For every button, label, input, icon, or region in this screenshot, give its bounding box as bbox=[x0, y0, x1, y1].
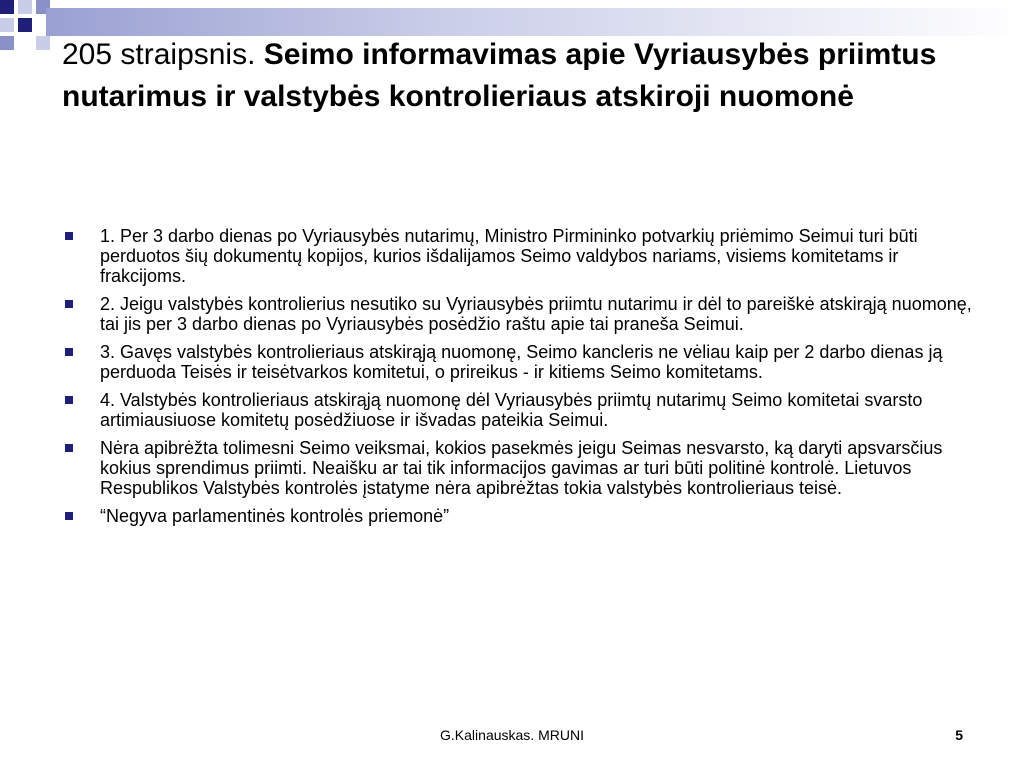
bullet-list bbox=[62, 226, 972, 534]
square-bullet-icon bbox=[65, 396, 73, 404]
list-item bbox=[62, 226, 972, 286]
list-item bbox=[62, 438, 972, 498]
list-item-text: “Negyva parlamentinės kontrolės priemonė” bbox=[100, 506, 450, 526]
deco-square bbox=[0, 0, 14, 14]
list-item-text: 1. Per 3 darbo dienas po Vyriausybės nutarimų, Ministro Pirmininko potvarkių priėmimo Seimui turi būti perduotos šių dokumentų kopijos, kurios išdalijamos Seimo valdybos nariams, visiems komitetams ir frakcijoms. bbox=[100, 226, 918, 286]
square-bullet-icon bbox=[65, 348, 73, 356]
slide-footer bbox=[0, 727, 1024, 747]
list-item-text: 3. Gavęs valstybės kontrolieriaus atskirąją nuomonę, Seimo kancleris ne vėliau kaip per 2 darbo dienas ją perduoda Teisės ir teisėtvarkos komitetui, o prireikus - ir kitiems Seimo komitetams. bbox=[100, 342, 943, 382]
square-bullet-icon bbox=[65, 232, 73, 240]
list-item bbox=[62, 506, 972, 526]
header-gradient-bar bbox=[46, 8, 1024, 36]
list-item bbox=[62, 342, 972, 382]
square-bullet-icon bbox=[65, 444, 73, 452]
title-bold: Seimo informavimas apie Vyriausybės priimtus nutarimus ir valstybės kontrolieriaus atskiroji nuomonė bbox=[62, 38, 937, 113]
deco-square bbox=[18, 0, 32, 14]
footer-author: G.Kalinauskas. MRUNI bbox=[440, 727, 584, 743]
list-item-text: 4. Valstybės kontrolieriaus atskirąją nuomonę dėl Vyriausybės priimtų nutarimų Seimo komitetai svarsto artimiausiuose komitetų posėdžiuose ir išvadas pateikia Seimui. bbox=[100, 390, 923, 430]
deco-square bbox=[0, 18, 14, 32]
list-item-text: 2. Jeigu valstybės kontrolierius nesutiko su Vyriausybės priimtu nutarimu ir dėl to pareiškė atskirąją nuomonę, tai jis per 3 darbo dienas po Vyriausybės posėdžio raštu apie tai praneša Seimui. bbox=[100, 294, 972, 334]
deco-square bbox=[36, 36, 50, 50]
square-bullet-icon bbox=[65, 512, 73, 520]
title-prefix: 205 straipsnis. bbox=[62, 38, 264, 71]
deco-square bbox=[18, 18, 32, 32]
deco-square bbox=[0, 36, 14, 50]
square-bullet-icon bbox=[65, 300, 73, 308]
page-number: 5 bbox=[955, 727, 963, 743]
list-item bbox=[62, 390, 972, 430]
list-item-text: Nėra apibrėžta tolimesni Seimo veiksmai, kokios pasekmės jeigu Seimas nesvarsto, ką daryti apsvarsčius kokius sprendimus priimti. Neaišku ar tai tik informacijos gavimas ar turi būti politinė kontrolė. Lietuvos Respublikos Valstybės kontrolės įstatyme nėra apibrėžtas tokia valstybės kontrolieriaus teisė. bbox=[100, 438, 943, 498]
slide-title bbox=[62, 34, 982, 118]
list-item bbox=[62, 294, 972, 334]
